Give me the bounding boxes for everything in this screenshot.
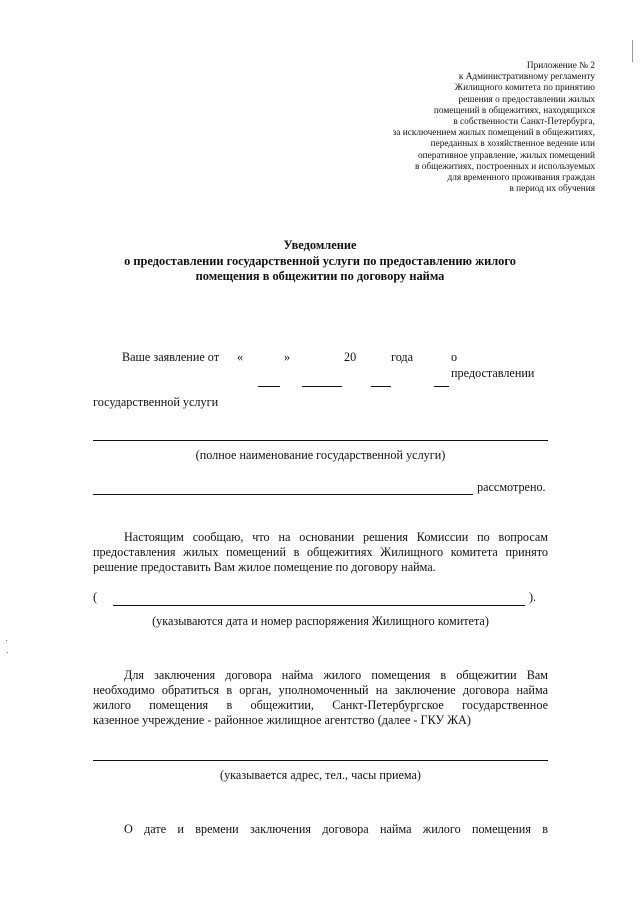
quote-close: » (284, 350, 291, 364)
month-blank[interactable] (302, 386, 342, 387)
contract-line-1: Для заключения договора найма жилого помещения в общежитии Вам (124, 668, 548, 682)
reviewed-word: рассмотрено. (477, 480, 546, 494)
about-word: о (451, 350, 458, 364)
appendix-line: Жилищного комитета по принятию (454, 83, 595, 94)
appendix-line: за исключением жилых помещений в общежитиях, (392, 128, 595, 139)
decision-line-1: Настоящим сообщаю, что на основании решения Комиссии по вопросам (124, 530, 548, 544)
year-word: года (391, 350, 414, 364)
service-caption: (полное наименование государственной услуги) (195, 448, 446, 462)
title-line-1: Уведомление (283, 238, 357, 252)
appendix-line: к Административному регламенту (458, 72, 595, 83)
short-blank[interactable] (434, 386, 449, 387)
appendix-line: для временного проживания граждан (447, 173, 595, 184)
contract-line-2: необходимо обратиться в орган, уполномоченный на заключение договора найма (93, 683, 548, 697)
order-caption: (указываются дата и номер распоряжения Жилищного комитета) (152, 614, 489, 628)
decision-line-3: решение предоставить Вам жилое помещение по договору найма. (93, 560, 436, 574)
address-line[interactable] (93, 760, 548, 761)
scan-speck (6, 640, 7, 641)
provision-word: предоставлении (451, 366, 535, 380)
service-name-line[interactable] (93, 440, 548, 441)
appendix-line: переданных в хозяйственное ведение или (430, 139, 595, 150)
appendix-line: в период их обучения (509, 184, 595, 195)
contract-line-3: жилого помещения в общежитии, Санкт-Петербургское государственное (93, 698, 548, 712)
appendix-line: Приложение № 2 (526, 61, 595, 71)
footer-line: О дате и времени заключения договора найма жилого помещения в (124, 822, 548, 836)
year-prefix: 20 (344, 350, 357, 364)
title-line-2: о предоставлении государственной услуги по предоставлению жилого (124, 253, 516, 268)
appendix-header (335, 61, 595, 195)
paren-close: ). (529, 590, 537, 604)
application-prefix: Ваше заявление от (122, 350, 220, 364)
day-blank[interactable] (258, 386, 280, 387)
service-name-line-2[interactable] (93, 494, 473, 495)
decision-line-2: предоставления жилых помещений в общежитиях Жилищного комитета принято (93, 545, 548, 559)
service-label: государственной услуги (93, 395, 219, 409)
year-blank[interactable] (371, 386, 391, 387)
address-caption: (указывается адрес, тел., часы приема) (220, 768, 421, 782)
appendix-line: оперативное управление, жилых помещений (418, 150, 595, 161)
quote-open: « (237, 350, 244, 364)
document-title (90, 238, 550, 285)
contract-line-4: казенное учреждение - районное жилищное агентство (далее - ГКУ ЖА) (93, 713, 471, 727)
appendix-line: решения о предоставлении жилых (458, 94, 595, 105)
scan-edge-mark (632, 40, 633, 62)
appendix-line: помещений в общежитиях, находящихся (433, 105, 595, 116)
appendix-line: в общежитиях, построенных и используемых (415, 161, 595, 172)
scan-speck (7, 652, 8, 653)
title-line-3: помещения в общежитии по договору найма (195, 269, 445, 283)
paren-open: ( (93, 590, 98, 604)
order-line[interactable] (113, 605, 525, 606)
appendix-line: в собственности Санкт-Петербурга, (453, 117, 595, 128)
